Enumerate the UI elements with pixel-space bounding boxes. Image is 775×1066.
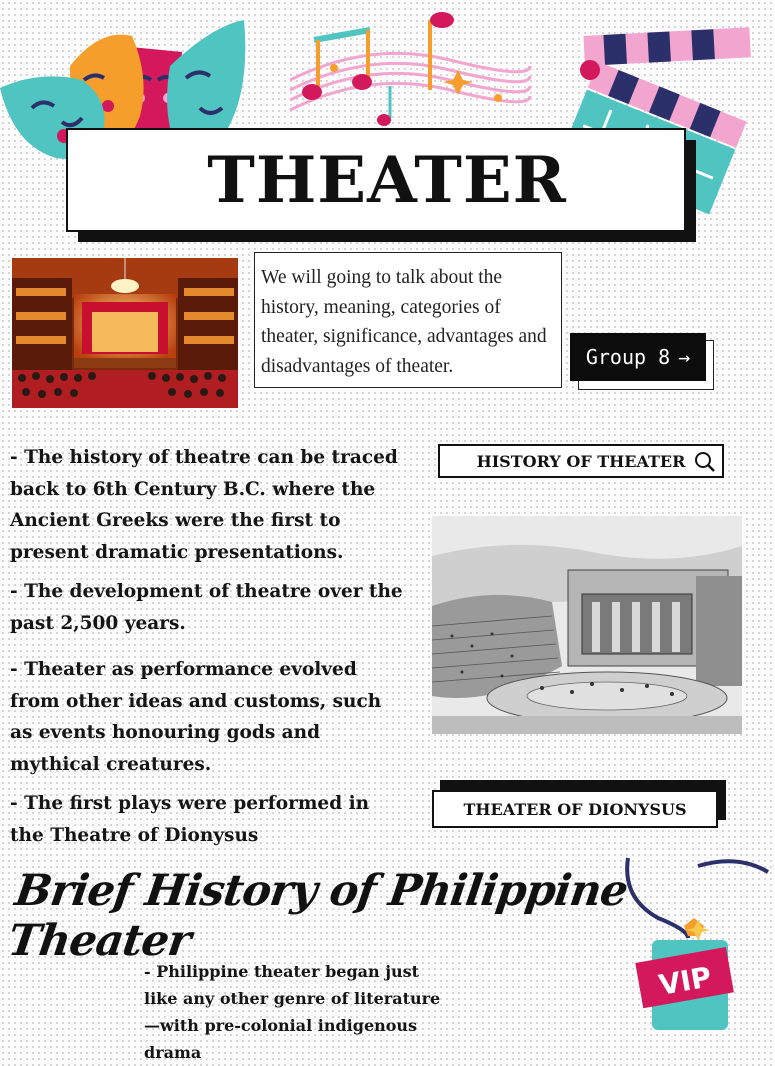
history-of-theater-bar[interactable] bbox=[438, 444, 724, 478]
bullet-4: - The first plays were performed in the Theatre of Dionysus bbox=[10, 793, 370, 846]
intro-text: We will going to talk about the history, meaning, categories of theater, significance, advantages and disadvantages of theater. bbox=[261, 267, 547, 377]
dionysus-label-text: THEATER OF DIONYSUS bbox=[463, 799, 687, 819]
arrow-right-icon: → bbox=[678, 345, 691, 369]
theater-of-dionysus-image bbox=[432, 516, 742, 734]
group-button-label: Group 8 bbox=[585, 345, 671, 369]
search-icon[interactable] bbox=[694, 451, 716, 473]
bullet-1: - The history of theatre can be traced back to 6th Century B.C. where the Ancient Greeks were the first to present dramatic presentations. bbox=[10, 447, 398, 563]
music-notes-icon bbox=[290, 10, 530, 130]
philippine-text: - Philippine theater began just like any other genre of literature—with pre-colonial indigenous drama bbox=[144, 962, 441, 1062]
group-8-button[interactable] bbox=[570, 333, 706, 381]
vip-ticket-icon bbox=[618, 858, 768, 1024]
bullet-3: - Theater as performance evolved from other ideas and customs, such as events honouring gods and mythical creatures. bbox=[10, 659, 382, 775]
theater-of-dionysus-label bbox=[432, 790, 718, 828]
bullet-2: - The development of theatre over the past 2,500 years. bbox=[10, 581, 403, 634]
history-of-theater-label: HISTORY OF THEATER bbox=[476, 451, 686, 471]
intro-text-box bbox=[254, 252, 562, 388]
opera-house-image bbox=[12, 258, 238, 408]
page-title: THEATER bbox=[207, 142, 567, 218]
title-box bbox=[66, 128, 686, 232]
section-title: Brief History of Philippine Theater bbox=[4, 866, 631, 966]
vip-label: VIP bbox=[656, 960, 714, 1002]
